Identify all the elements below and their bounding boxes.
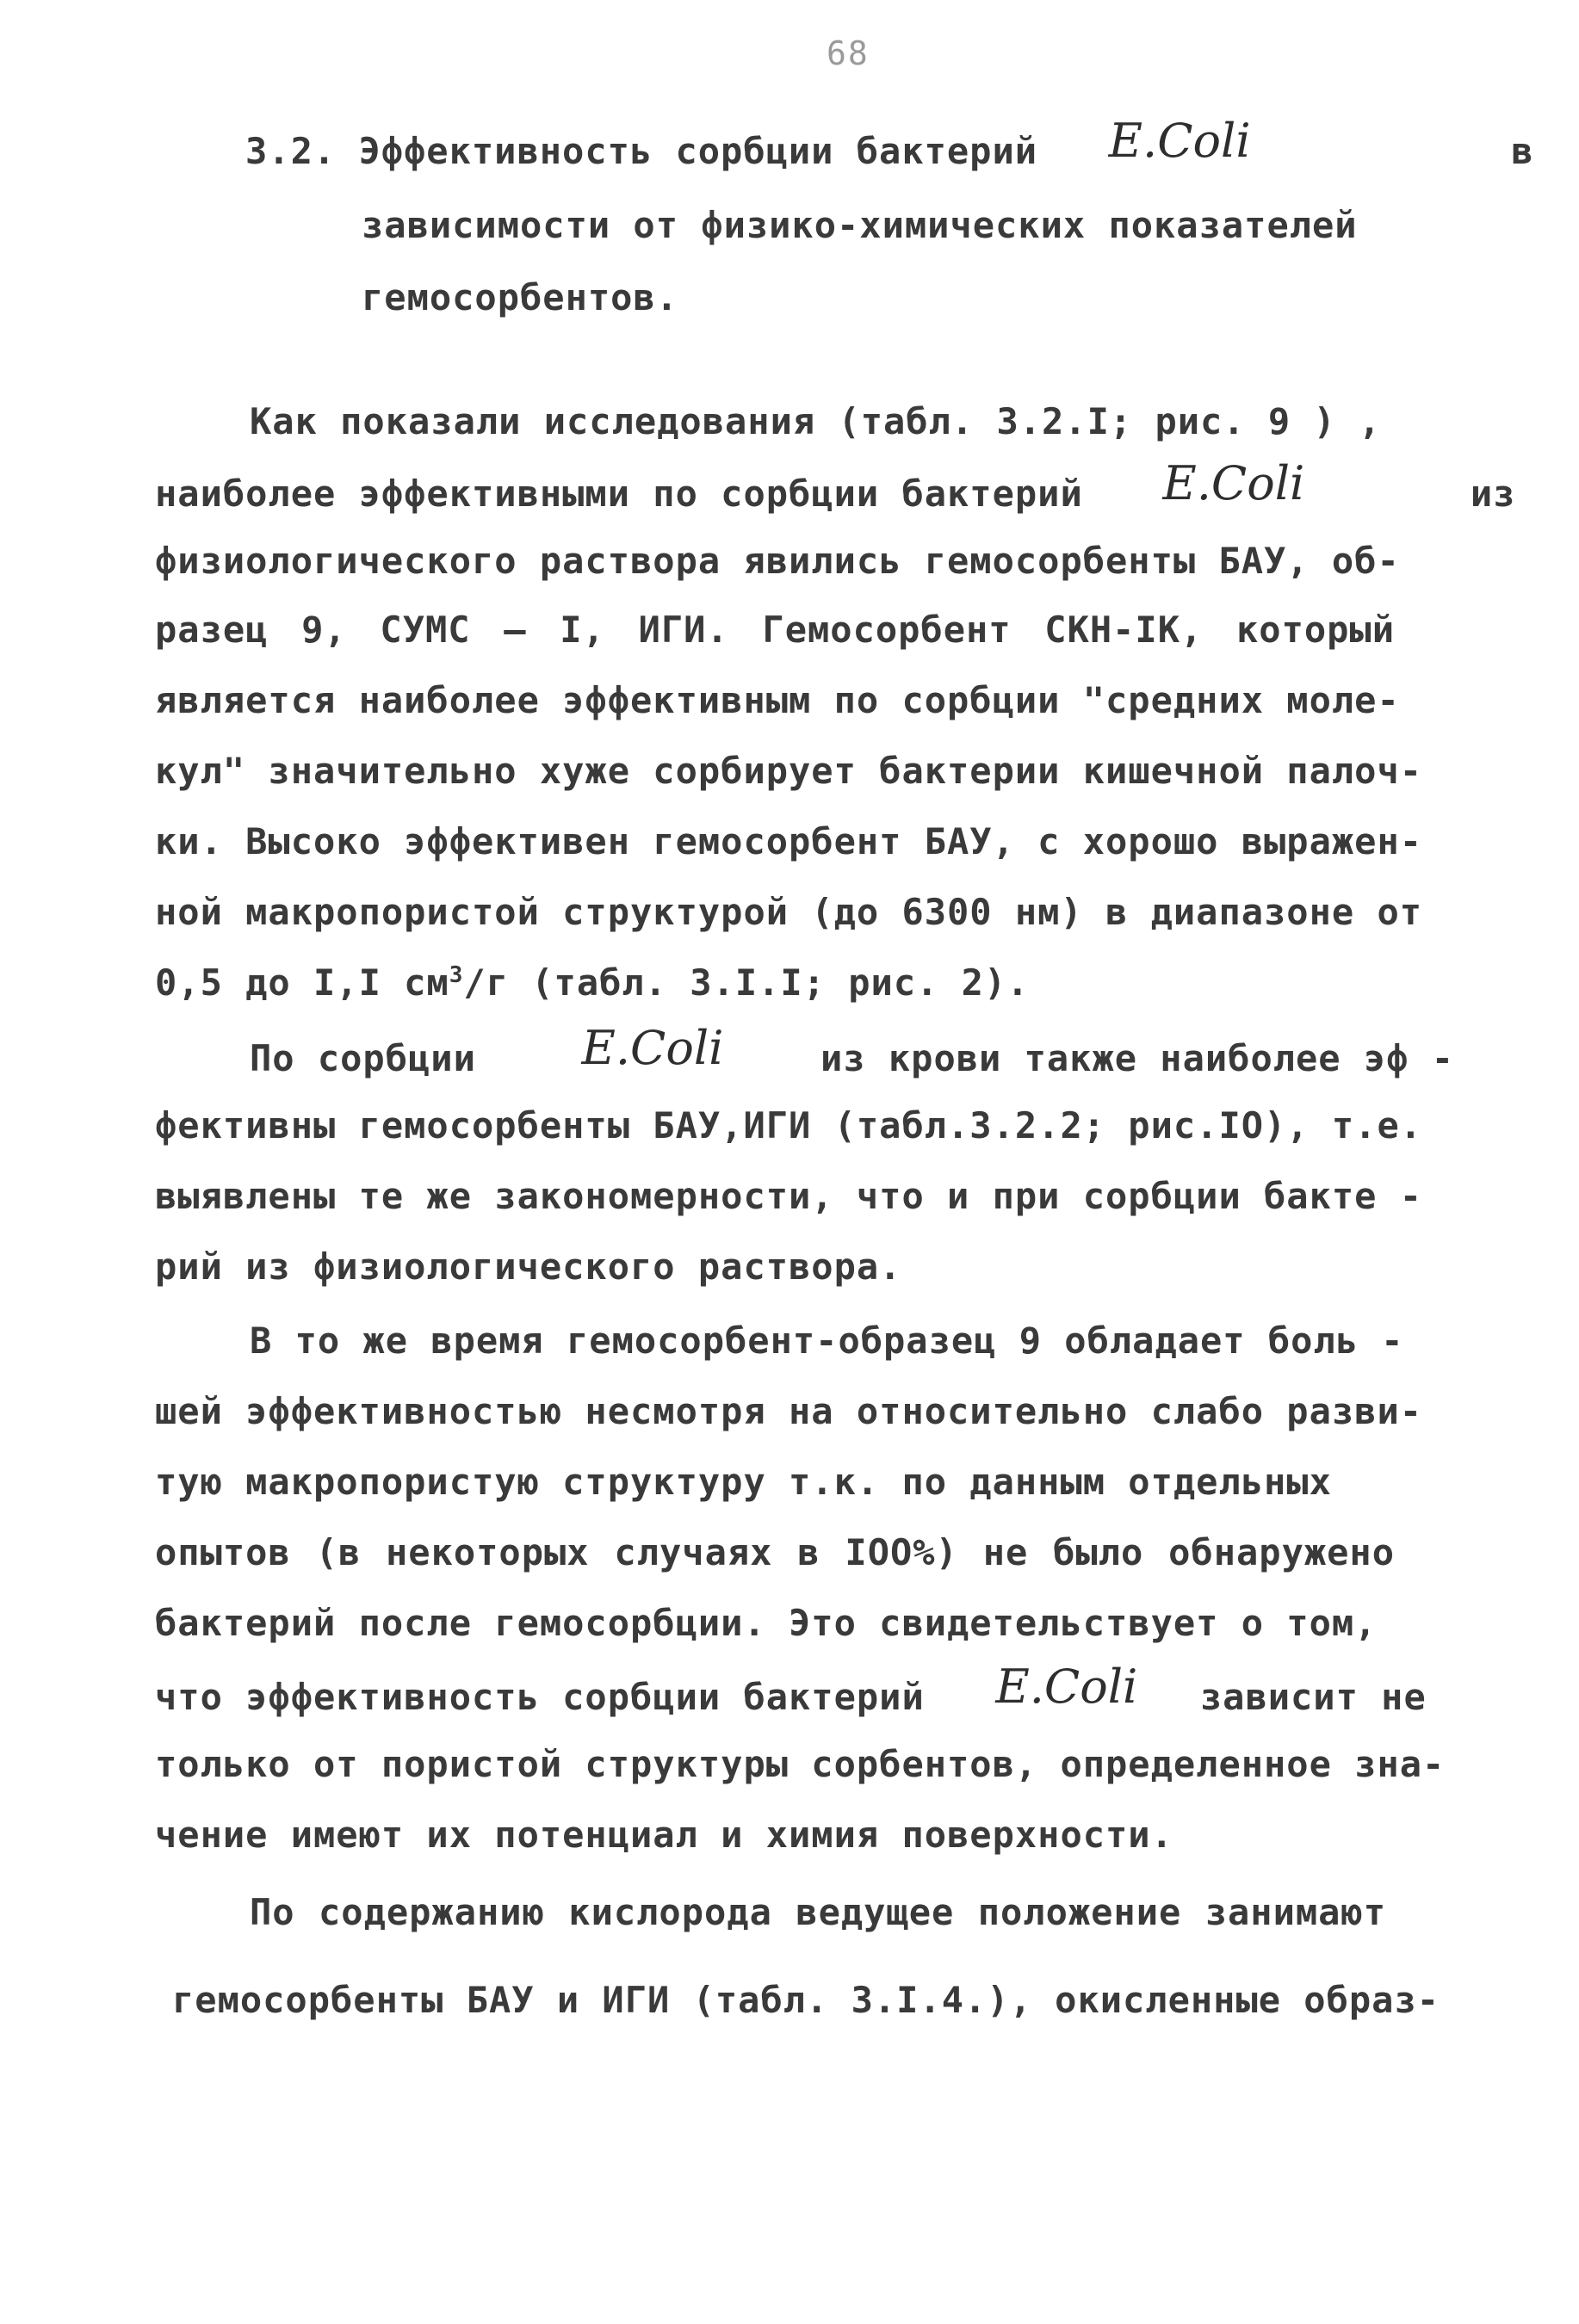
handwritten-organism: E.Coli [995,1660,1138,1714]
p2-line-1-text: По сорбции [250,1037,476,1079]
p1-line-7: ки. Высоко эффективен гемосорбент БАУ, с хорошо выражен- [155,820,1423,862]
p1-line-3: физиологического раствора явились гемосорбенты БАУ, об- [155,540,1400,582]
heading-line-1-text: Эффективность сорбции бактерий [358,130,1038,172]
p3-line-4: опытов (в некоторых случаях в IOO%) не было обнаружено [155,1531,1395,1573]
p1-line-9-end: /г (табл. 3.I.I; рис. 2). [463,961,1030,1004]
p1-line-9-start: 0,5 до I,I см [155,961,449,1004]
p1-line-8: ной макропористой структурой (до 6300 нм) в диапазоне от [155,891,1423,933]
p1-line-4: разец 9, СУМС – I, ИГИ. Гемосорбент СКН-IК, который [155,609,1395,651]
heading-number: 3.2. [245,130,337,172]
p3-line-6-text: что эффективность сорбции бактерий [155,1676,925,1718]
p2-line-1-end: из крови также наиболее эф - [820,1037,1455,1079]
p3-line-5: бактерий после гемосорбции. Это свидетельствует о том, [155,1602,1378,1644]
p1-line-6: кул" значительно хуже сорбирует бактерии кишечной палоч- [155,750,1423,792]
p3-line-6-end: зависит не [1199,1676,1427,1718]
p4-line-1: По содержанию кислорода ведущее положение занимают [250,1891,1386,1933]
handwritten-organism: E.Coli [1108,114,1251,168]
page-number: 68 [827,34,870,72]
p3-line-1: В то же время гемосорбент-образец 9 обладает боль - [250,1320,1404,1362]
p4-line-2: гемосорбенты БАУ и ИГИ (табл. 3.I.4.), окисленные образ- [172,1979,1440,2021]
p1-line-9 [155,957,1395,1009]
handwritten-organism: E.Coli [581,1021,724,1075]
p1-line-2-end: из [1470,473,1516,515]
p2-line-2: фективны гемосорбенты БАУ,ИГИ (табл.3.2.2; рис.IO), т.е. [155,1104,1423,1147]
p2-line-1 [250,1021,1455,1081]
p3-line-7: только от пористой структуры сорбентов, определенное зна- [155,1743,1446,1785]
p3-line-2: шей эффективностью несмотря на относительно слабо разви- [155,1390,1423,1432]
heading-line-1 [245,114,1534,174]
heading-line-3: гемосорбентов. [362,276,679,318]
p3-line-3: тую макропористую структуру т.к. по данным отдельных [155,1461,1332,1503]
p1-line-1: Как показали исследования (табл. 3.2.I; рис. 9 ) , [250,400,1382,442]
p1-line-2-text: наиболее эффективными по сорбции бактерий [155,473,1083,515]
p2-line-4: рий из физиологического раствора. [155,1245,902,1288]
p3-line-6 [155,1660,1427,1720]
heading-line-2: зависимости от физико-химических показателей [362,204,1358,246]
heading-line-1-end: в [1511,130,1534,172]
p3-line-8: чение имеют их потенциал и химия поверхности. [155,1814,1173,1856]
p1-line-2 [155,456,1516,516]
handwritten-organism: E.Coli [1162,456,1305,510]
superscript: 3 [449,962,464,988]
p1-line-5: является наиболее эффективным по сорбции "средних моле- [155,679,1400,721]
p2-line-3: выявлены те же закономерности, что и при сорбции бакте - [155,1175,1423,1217]
